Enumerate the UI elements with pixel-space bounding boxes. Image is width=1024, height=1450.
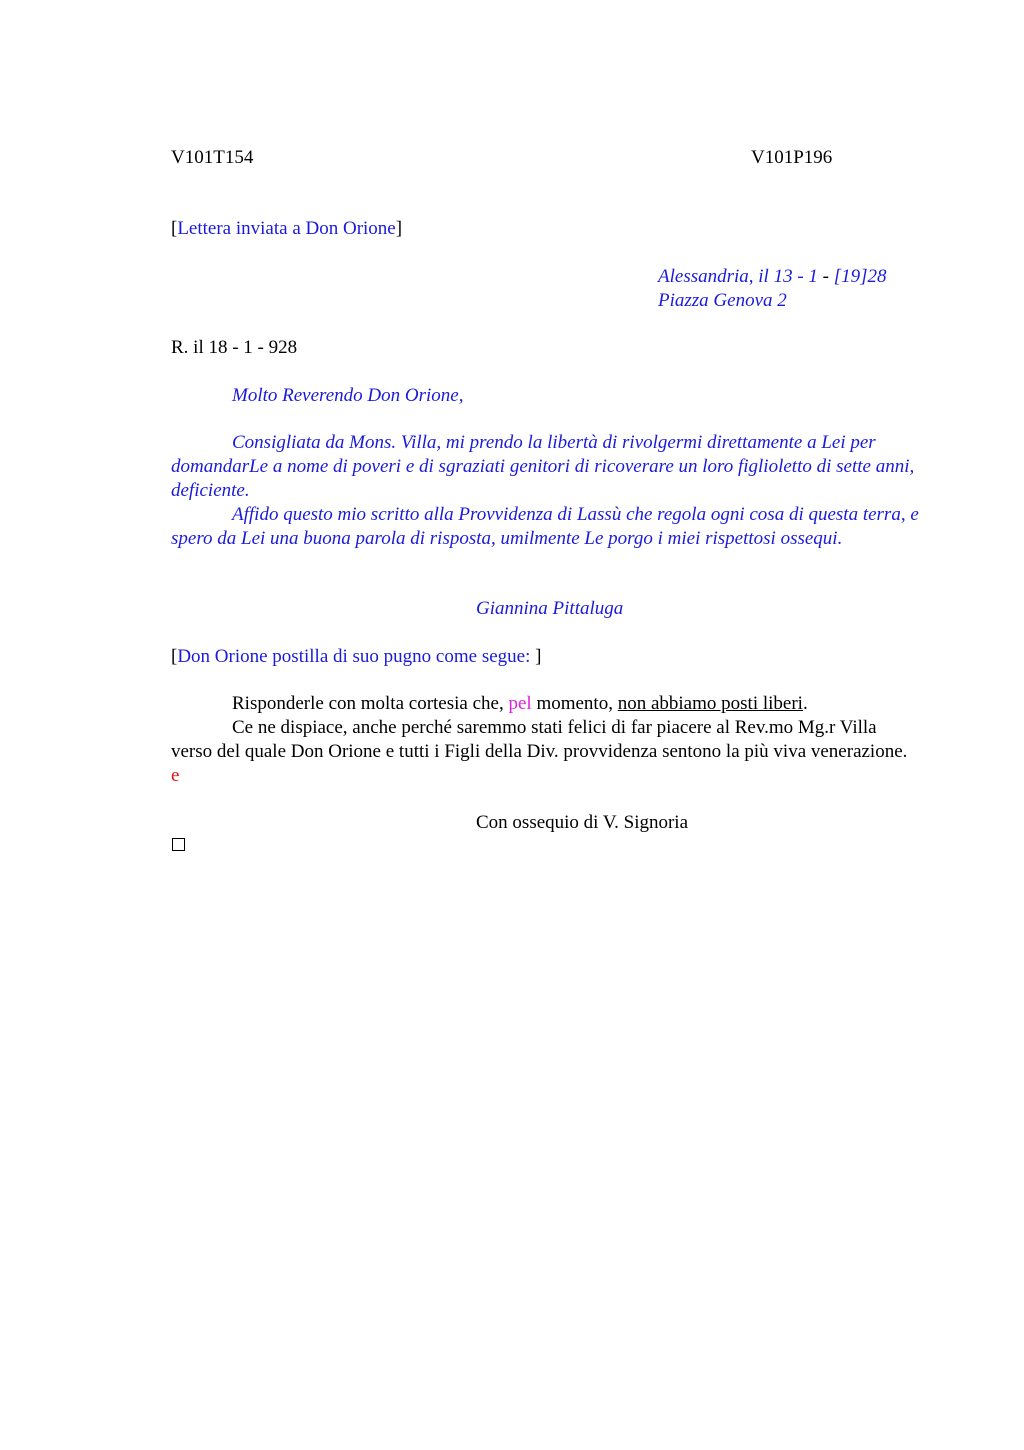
received-date: R. il 18 - 1 - 928 xyxy=(171,337,298,358)
place-date: Alessandria, il 13 - 1 xyxy=(658,266,818,287)
place-date-line xyxy=(658,265,887,289)
note-text: Don Orione postilla di suo pugno come segue: xyxy=(177,646,536,667)
year: [19]28 xyxy=(833,266,887,287)
reply-text: Ce ne dispiace, anche perché saremmo stati felici di far piacere al Rev.mo Mg.r Villa verso del quale Don Orione e tutti i Figli della Div. provvidenza sentono la più viva venerazione. xyxy=(171,717,908,762)
bracket-open: [ xyxy=(171,646,178,667)
reply-paragraph-2 xyxy=(171,716,916,788)
reply-paragraph-1 xyxy=(171,692,931,716)
date-separator: - xyxy=(817,266,834,287)
document-code-left: V101T154 xyxy=(171,147,254,168)
editorial-note-postilla xyxy=(171,645,541,669)
document-code-right: V101P196 xyxy=(751,147,833,168)
note-text: Lettera inviata a Don Orione xyxy=(177,218,396,239)
signature: Giannina Pittaluga xyxy=(476,598,624,619)
bracket-close: ] xyxy=(395,218,403,239)
reply-period: . xyxy=(802,693,808,714)
bracket-close: ] xyxy=(535,646,542,667)
end-marker-box xyxy=(172,838,185,851)
address-line: Piazza Genova 2 xyxy=(658,290,787,311)
editorial-note-letter xyxy=(171,217,402,241)
closing-line: Con ossequio di V. Signoria xyxy=(476,812,689,833)
bracket-open: [ xyxy=(171,218,178,239)
reply-text: Risponderle con molta cortesia che, xyxy=(232,693,509,714)
underlined-phrase: non abbiamo posti liberi xyxy=(617,693,803,714)
letter-paragraph-2: Affido questo mio scritto alla Provvidenza di Lassù che regola ogni cosa di questa terra, e spero da Lei una buona parola di risposta, umilmente Le porgo i miei rispettosi ossequi. xyxy=(171,504,919,549)
pel-word: pel xyxy=(508,693,532,714)
salutation: Molto Reverendo Don Orione, xyxy=(232,385,464,406)
red-e: e xyxy=(171,765,180,786)
reply-text: momento, xyxy=(531,693,618,714)
letter-paragraph-1: Consigliata da Mons. Villa, mi prendo la libertà di rivolgermi direttamente a Lei per domandarLe a nome di poveri e di sgraziati genitori di ricoverare un loro figlioletto di sette anni, deficiente. xyxy=(171,432,915,501)
